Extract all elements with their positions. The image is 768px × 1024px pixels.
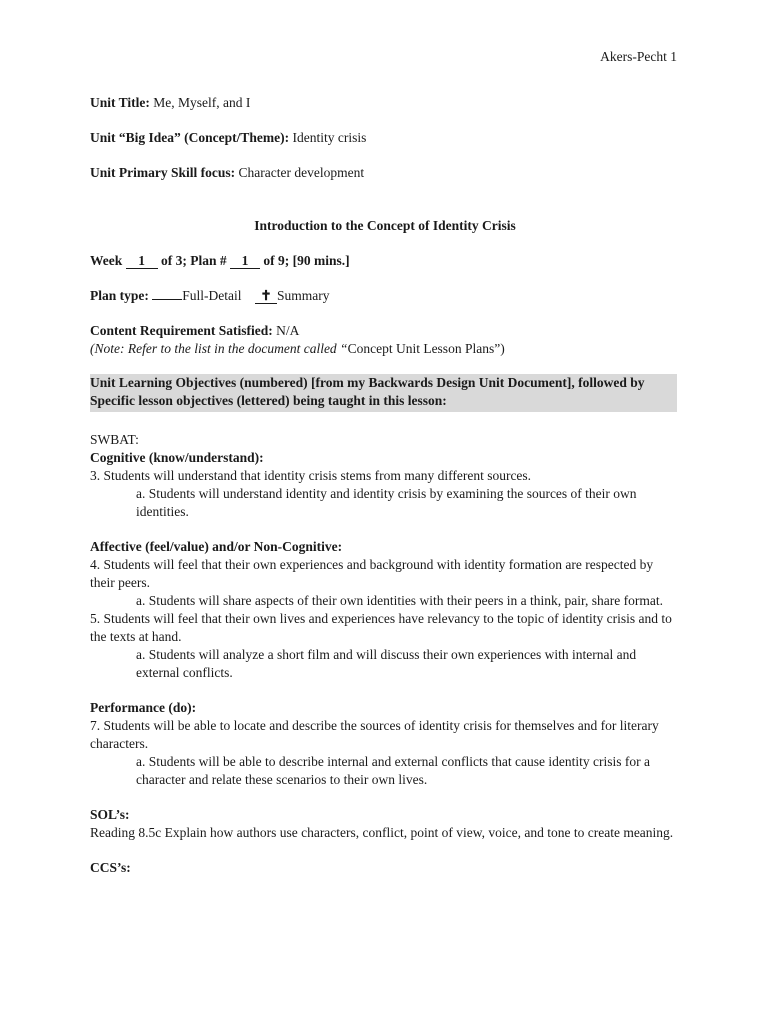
sols-heading: SOL’s:: [90, 807, 130, 822]
performance-heading: Performance (do):: [90, 700, 197, 715]
objective-3: 3. Students will understand that identity crisis stems from many different sources.: [90, 468, 532, 483]
objective-4a: a. Students will share aspects of their own identities with their peers in a think, pair, share format.: [136, 593, 663, 608]
summary-mark-icon: ✝: [255, 288, 277, 304]
objective-5a: a. Students will analyze a short film and will discuss their own experiences with internal and external conflicts.: [136, 647, 637, 680]
skill-focus-label: Unit Primary Skill focus:: [90, 165, 236, 180]
cognitive-heading: Cognitive (know/understand):: [90, 450, 264, 465]
lesson-title: Introduction to the Concept of Identity Crisis: [254, 218, 516, 233]
schedule-line: [90, 252, 680, 270]
plan-type-label: Plan type:: [90, 288, 149, 303]
content-requirement-label: Content Requirement Satisfied:: [90, 323, 273, 338]
week-of: of 3; Plan #: [161, 253, 227, 268]
content-requirement-value: N/A: [276, 323, 300, 338]
content-requirement-line: [90, 322, 680, 340]
week-value: 1: [126, 253, 158, 269]
plan-of: of 9; [90 mins.]: [263, 253, 350, 268]
objective-4: 4. Students will feel that their own experiences and background with identity formation are respected by their peers.: [90, 557, 654, 590]
big-idea-line: [90, 129, 680, 147]
skill-focus-line: [90, 164, 680, 182]
page-header: Akers-Pecht 1: [600, 49, 677, 64]
big-idea-value: Identity crisis: [292, 130, 367, 145]
summary-label: Summary: [277, 288, 330, 303]
big-idea-label: Unit “Big Idea” (Concept/Theme):: [90, 130, 290, 145]
plan-type-line: [90, 287, 680, 305]
document-body: [90, 94, 680, 877]
unit-title-line: [90, 94, 680, 112]
ccs-heading: CCS’s:: [90, 860, 131, 875]
skill-focus-value: Character development: [238, 165, 365, 180]
full-detail-label: Full-Detail: [182, 288, 242, 303]
unit-title-value: Me, Myself, and I: [153, 95, 251, 110]
objective-5: 5. Students will feel that their own lives and experiences have relevancy to the topic of identity crisis and to the texts at hand.: [90, 611, 672, 644]
content-requirement-note: (Note: Refer to the list in the document called “Concept Unit Lesson Plans”): [90, 341, 505, 356]
objective-3a: a. Students will understand identity and identity crisis by examining the sources of their own identities.: [136, 486, 637, 519]
swbat-label: SWBAT:: [90, 432, 139, 447]
affective-heading: Affective (feel/value) and/or Non-Cognitive:: [90, 539, 343, 554]
unit-title-label: Unit Title:: [90, 95, 150, 110]
objectives-heading: Unit Learning Objectives (numbered) [from my Backwards Design Unit Document], followed by Specific lesson objectives (lettered) being taught in this lesson:: [90, 374, 677, 412]
plan-value: 1: [230, 253, 260, 269]
objective-7a: a. Students will be able to describe internal and external conflicts that cause identity crisis for a character and relate these scenarios to their own lives.: [136, 754, 650, 787]
week-label: Week: [90, 253, 123, 268]
objective-7: 7. Students will be able to locate and describe the sources of identity crisis for themselves and for literary characters.: [90, 718, 659, 751]
sols-text: Reading 8.5c Explain how authors use characters, conflict, point of view, voice, and tone to create meaning.: [90, 825, 674, 840]
full-detail-mark: [152, 299, 182, 300]
